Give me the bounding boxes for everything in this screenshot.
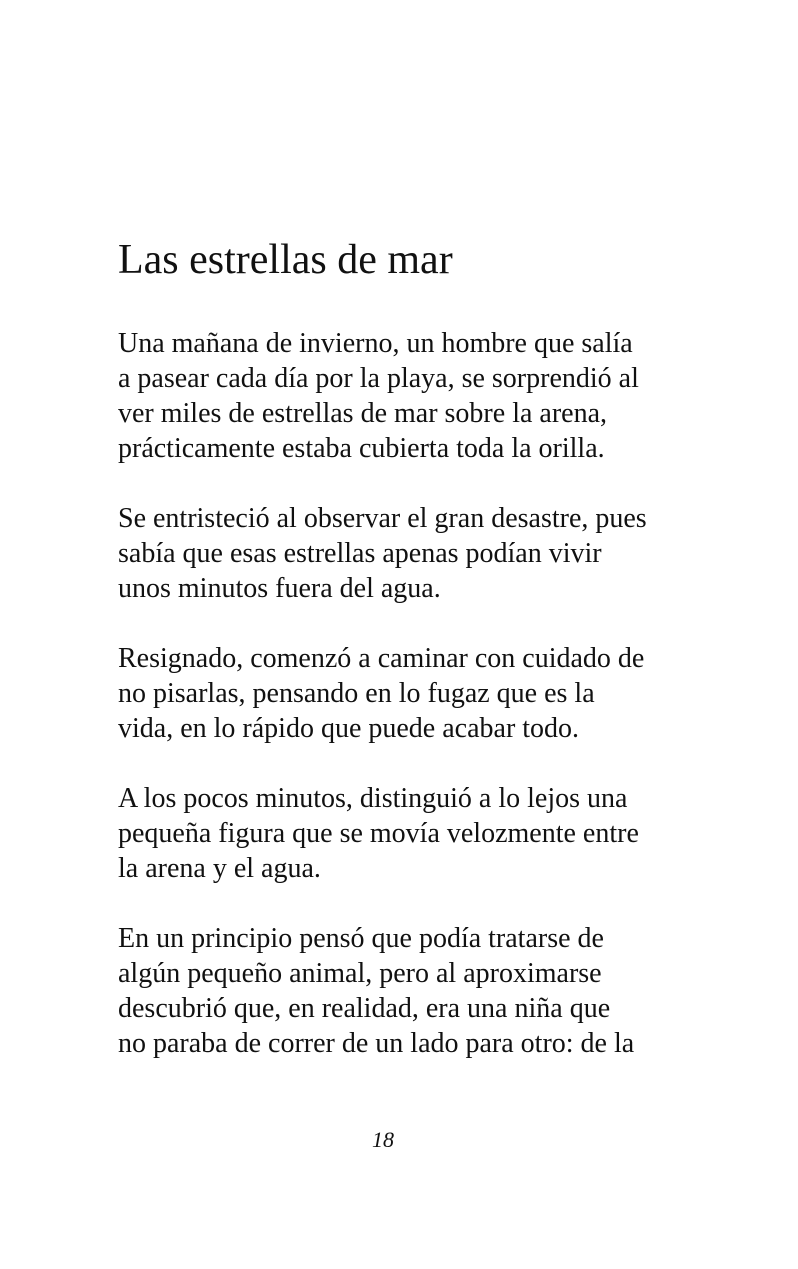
text-line: Resignado, comenzó a caminar con cuidado de bbox=[118, 643, 645, 674]
text-line: vida, en lo rápido que puede acabar todo. bbox=[118, 713, 580, 744]
text-line: no paraba de correr de un lado para otro: de la bbox=[118, 1028, 635, 1059]
body-text bbox=[118, 326, 678, 1096]
text-line: descubrió que, en realidad, era una niña que bbox=[118, 993, 611, 1024]
text-line: sabía que esas estrellas apenas podían vivir bbox=[118, 538, 602, 569]
text-line: no pisarlas, pensando en lo fugaz que es la bbox=[118, 678, 595, 709]
text-line: Se entristeció al observar el gran desastre, pues bbox=[118, 503, 647, 534]
paragraph-1 bbox=[118, 326, 678, 466]
text-line: En un principio pensó que podía tratarse de bbox=[118, 923, 604, 954]
text-line: la arena y el agua. bbox=[118, 853, 321, 884]
text-line: algún pequeño animal, pero al aproximarse bbox=[118, 958, 602, 989]
text-line: Una mañana de invierno, un hombre que salía bbox=[118, 328, 633, 359]
paragraph-3 bbox=[118, 641, 678, 746]
text-line: prácticamente estaba cubierta toda la orilla. bbox=[118, 433, 605, 464]
text-line: unos minutos fuera del agua. bbox=[118, 573, 441, 604]
text-line: pequeña figura que se movía velozmente entre bbox=[118, 818, 639, 849]
paragraph-2 bbox=[118, 501, 678, 606]
text-line: A los pocos minutos, distinguió a lo lejos una bbox=[118, 783, 628, 814]
text-line: ver miles de estrellas de mar sobre la arena, bbox=[118, 398, 608, 429]
page-number: 18 bbox=[372, 1127, 394, 1152]
paragraph-5 bbox=[118, 921, 678, 1061]
text-line: a pasear cada día por la playa, se sorprendió al bbox=[118, 363, 639, 394]
chapter-title: Las estrellas de mar bbox=[118, 237, 453, 283]
paragraph-4 bbox=[118, 781, 678, 886]
